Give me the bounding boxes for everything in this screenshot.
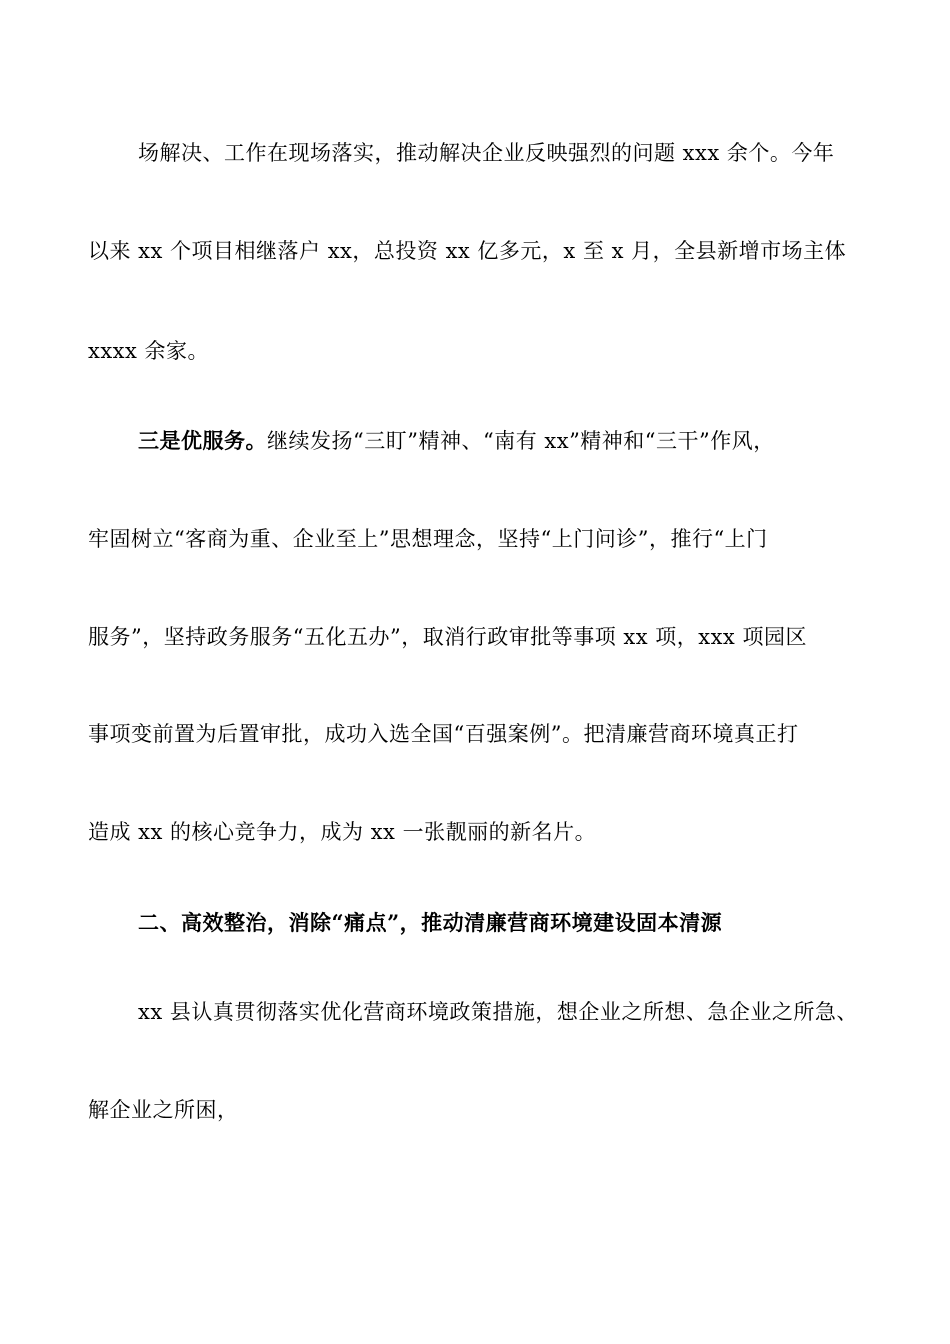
paragraph-line: 牢固树立“客商为重、企业至上”思想理念，坚持“上门问诊”，推行“上门 xyxy=(88,527,768,551)
paragraph-line: 服务”，坚持政务服务“五化五办”，取消行政审批等事项 xx 项，xxx 项园区 xyxy=(88,625,807,649)
paragraph-line: 造成 xx 的核心竞争力，成为 xx 一张靓丽的新名片。 xyxy=(88,820,597,844)
paragraph-text: 继续发扬“三盯”精神、“南有 xx”精神和“三干”作风， xyxy=(267,429,775,453)
paragraph-line xyxy=(138,425,878,457)
paragraph-lead-bold: 三是优服务。 xyxy=(138,428,267,453)
paragraph-line: xx 县认真贯彻落实优化营商环境政策措施，想企业之所想、急企业之所急、 xyxy=(138,1000,858,1024)
section-heading: 二、高效整治，消除“痛点”，推动清廉营商环境建设固本清源 xyxy=(138,910,723,935)
paragraph-line: xxxx 余家。 xyxy=(88,339,210,363)
paragraph-line: 事项变前置为后置审批，成功入选全国“百强案例”。把清廉营商环境真正打 xyxy=(88,722,799,746)
paragraph-line: 场解决、工作在现场落实，推动解决企业反映强烈的问题 xxx 余个。今年 xyxy=(138,141,835,165)
paragraph-line: 解企业之所困， xyxy=(88,1098,239,1122)
paragraph-line: 以来 xx 个项目相继落户 xx，总投资 xx 亿多元，x 至 x 月，全县新增市场主体 xyxy=(88,239,847,263)
